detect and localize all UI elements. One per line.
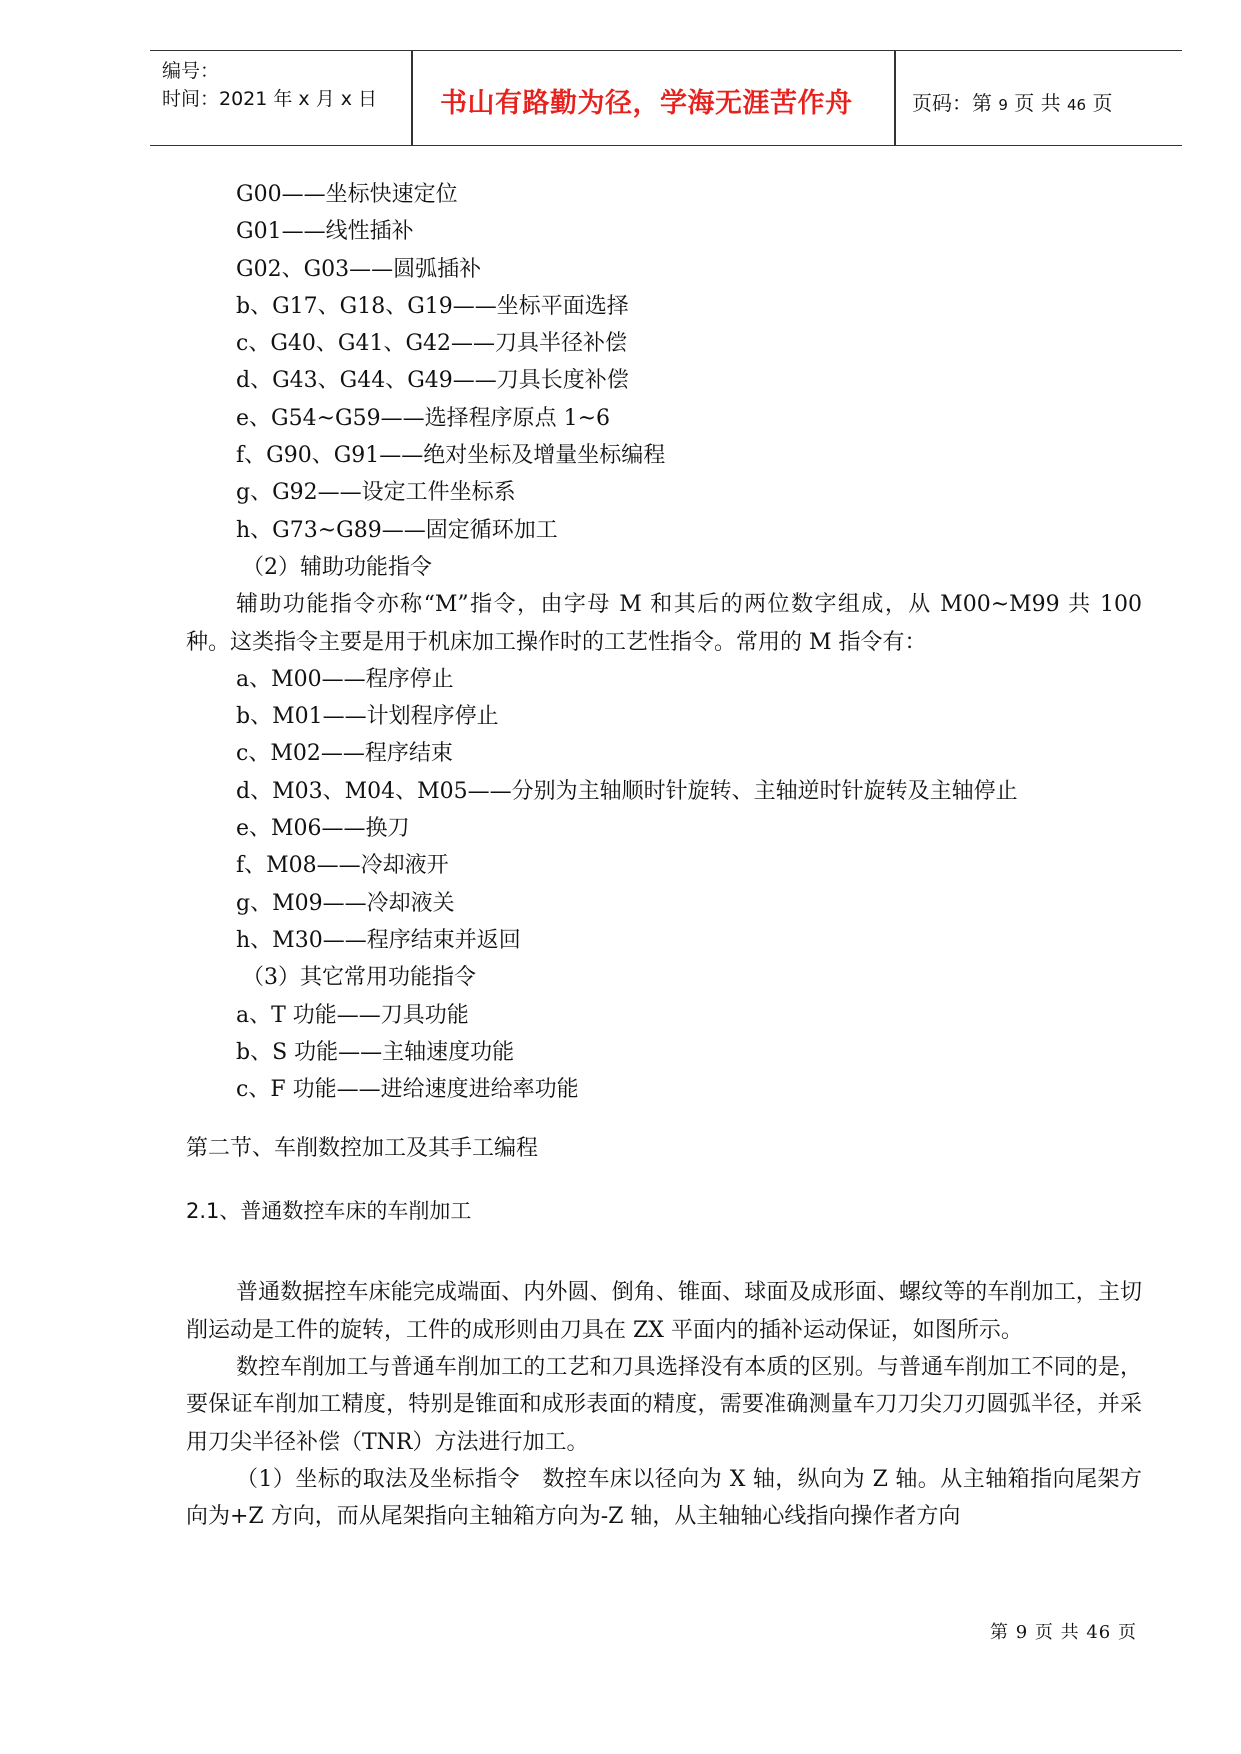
body-paragraph: 数控车削加工与普通车削加工的工艺和刀具选择没有本质的区别。与普通车削加工不同的是，要保证车削加工精度，特别是锥面和成形表面的精度，需要准确测量车刀刀尖刀刃圆弧半径，并采用刀尖半径补偿（TNR）方法进行加工。 (186, 1355, 1142, 1455)
g-code-line: c、G40、G41、G42——刀具半径补偿 (236, 331, 628, 357)
body-paragraph: 普通数据控车床能完成端面、内外圆、倒角、锥面、球面及成形面、螺纹等的车削加工，主切削运动是工件的旋转，工件的成形则由刀具在 ZX 平面内的插补运动保证，如图所示。 (186, 1280, 1142, 1343)
header-number-label: 编号： (162, 60, 220, 82)
m-code-line: e、M06——换刀 (236, 816, 410, 842)
g-code-line: g、G92——设定工件坐标系 (236, 480, 516, 506)
header-page-info (912, 87, 1112, 116)
g-code-line: b、G17、G18、G19——坐标平面选择 (236, 293, 629, 319)
aux-function-heading: （2）辅助功能指令 (242, 554, 432, 580)
subsection-title: 2.1、普通数控车床的车削加工 (186, 1199, 472, 1224)
other-function-line: b、S 功能——主轴速度功能 (236, 1039, 515, 1065)
section-title: 第二节、车削数控加工及其手工编程 (186, 1136, 539, 1162)
m-code-line: f、M08——冷却液开 (236, 853, 449, 879)
header-page-prefix: 页码：第 (912, 91, 992, 115)
g-code-line: G01——线性插补 (236, 219, 414, 245)
m-code-line: d、M03、M04、M05——分别为主轴顺时针旋转、主轴逆时针旋转及主轴停止 (236, 778, 1018, 804)
g-code-line: f、G90、G91——绝对坐标及增量坐标编程 (236, 443, 666, 469)
header-time-label: 时间：2021 年 x 月 x 日 (162, 88, 378, 110)
g-code-line: G00——坐标快速定位 (236, 182, 458, 207)
page-body (186, 176, 1142, 1536)
g-code-line: h、G73~G89——固定循环加工 (236, 517, 558, 543)
m-code-line: b、M01——计划程序停止 (236, 704, 499, 730)
aux-function-paragraph: 辅助功能指令亦称“M”指令，由字母 M 和其后的两位数字组成，从 M00~M99 共 100 种。这类指令主要是用于机床加工操作时的工艺性指令。常用的 M 指令有： (186, 592, 1142, 655)
m-code-line: h、M30——程序结束并返回 (236, 927, 521, 953)
g-code-line: G02、G03——圆弧插补 (236, 256, 482, 282)
header-divider (894, 51, 896, 145)
header-page-total: 46 (1066, 96, 1087, 114)
header-page-number: 9 (998, 96, 1008, 114)
page-header (150, 50, 1182, 146)
header-motto: 书山有路勤为径，学海无涯苦作舟 (440, 88, 853, 119)
m-code-line: c、M02——程序结束 (236, 741, 453, 767)
g-code-line: e、G54~G59——选择程序原点 1~6 (236, 405, 611, 431)
other-function-heading: （3）其它常用功能指令 (242, 965, 476, 991)
m-code-line: g、M09——冷却液关 (236, 890, 455, 916)
other-function-line: a、T 功能——刀具功能 (236, 1002, 469, 1028)
header-page-mid: 页 共 (1014, 91, 1061, 115)
g-code-line: d、G43、G44、G49——刀具长度补偿 (236, 368, 629, 394)
page-footer: 第 9 页 共 46 页 (990, 1622, 1137, 1643)
header-meta (162, 57, 377, 113)
header-divider (411, 51, 413, 145)
m-code-line: a、M00——程序停止 (236, 666, 454, 692)
header-page-suffix: 页 (1092, 91, 1113, 115)
body-paragraph: （1）坐标的取法及坐标指令 数控车床以径向为 X 轴，纵向为 Z 轴。从主轴箱指向尾架方向为+Z 方向，而从尾架指向主轴箱方向为-Z 轴，从主轴轴心线指向操作者方向 (186, 1466, 1142, 1530)
other-function-line: c、F 功能——进给速度进给率功能 (236, 1077, 579, 1103)
